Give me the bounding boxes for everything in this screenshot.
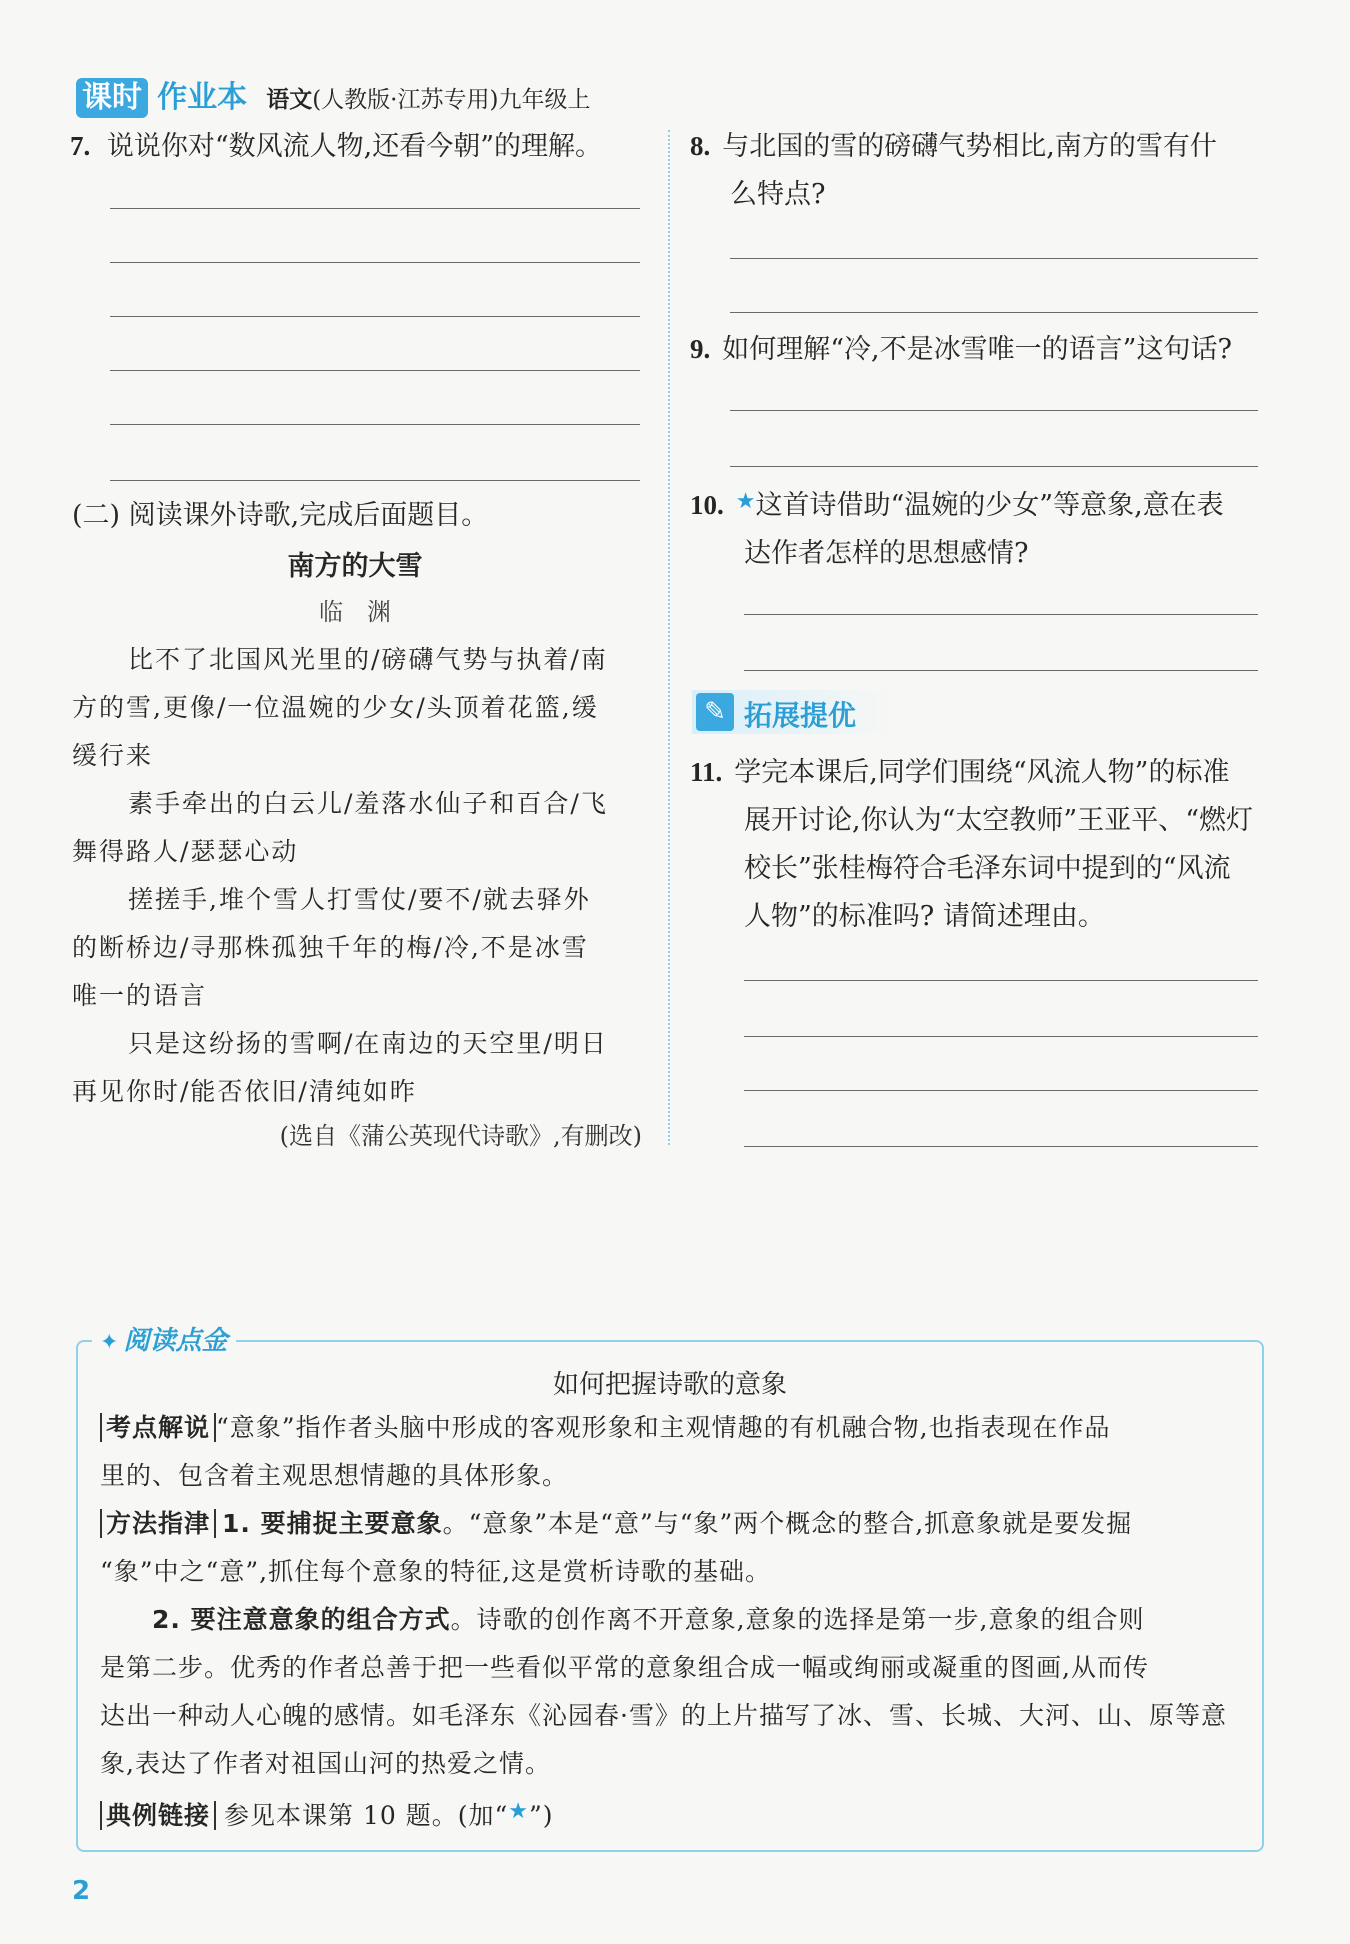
answer-line[interactable] <box>110 208 640 209</box>
tips-text: 参见本课第 10 题。(加“ <box>224 1801 509 1830</box>
tips-text: “象”中之“意”,抓住每个意象的特征,这是赏析诗歌的基础。 <box>100 1557 772 1586</box>
question-text-cont: 么特点? <box>730 179 826 210</box>
tag-exam-point: 考点解说 <box>100 1413 216 1442</box>
tag-example-link: 典例链接 <box>100 1801 216 1830</box>
poem-source: (选自《蒲公英现代诗歌》,有删改) <box>279 1122 642 1150</box>
question-number: 10. <box>690 490 724 520</box>
tips-text: ”) <box>529 1801 554 1830</box>
answer-line[interactable] <box>730 466 1258 467</box>
grade: 九年级上 <box>498 87 591 113</box>
answer-line[interactable] <box>730 312 1258 313</box>
star-icon: ★ <box>508 1799 529 1824</box>
poem-line: 的断桥边/寻那株孤独千年的梅/冷,不是冰雪 <box>72 933 589 962</box>
answer-line[interactable] <box>744 1090 1258 1091</box>
brand-name: 作业本 <box>157 80 248 115</box>
question-text: 这首诗借助“温婉的少女”等意象,意在表 <box>755 490 1224 521</box>
answer-line[interactable] <box>110 424 640 425</box>
answer-line[interactable] <box>744 1036 1258 1037</box>
question-text: 与北国的雪的磅礴气势相比,南方的雪有什 <box>722 131 1217 162</box>
subject: 语文 <box>266 87 313 113</box>
question-number: 7. <box>70 131 91 161</box>
question-text-cont: 人物”的标准吗? 请简述理由。 <box>744 901 1105 932</box>
column-divider <box>668 130 670 1145</box>
sparkle-icon: ✦ <box>100 1330 119 1355</box>
pencil-icon: ✎ <box>696 693 734 731</box>
answer-line[interactable] <box>110 316 640 317</box>
question-text-cont: 达作者怎样的思想感情? <box>744 538 1029 569</box>
tips-label-text: 阅读点金 <box>123 1326 228 1356</box>
tips-text: 是第二步。优秀的作者总善于把一些看似平常的意象组合成一幅或绚丽或凝重的图画,从而传 <box>100 1653 1149 1682</box>
answer-line[interactable] <box>110 370 640 371</box>
poem-line: 搓搓手,堆个雪人打雪仗/要不/就去驿外 <box>128 885 591 914</box>
question-8 <box>690 122 1270 219</box>
question-7 <box>70 122 602 171</box>
tips-text: 。“意象”本是“意”与“象”两个概念的整合,抓意象就是要发掘 <box>442 1509 1133 1538</box>
poem-line: 只是这纷扬的雪啊/在南边的天空里/明日 <box>128 1029 608 1058</box>
section-heading: (二) 阅读课外诗歌,完成后面题目。 <box>72 500 489 531</box>
answer-line[interactable] <box>730 410 1258 411</box>
tips-text: 里的、包含着主观思想情趣的具体形象。 <box>100 1461 569 1490</box>
header <box>76 72 590 116</box>
tips-text: 达出一种动人心魄的感情。如毛泽东《沁园春·雪》的上片描写了冰、雪、长城、大河、山、原等意 <box>100 1701 1227 1730</box>
poem-body <box>72 636 644 1116</box>
question-number: 11. <box>690 757 723 787</box>
poem-line: 再见你时/能否依旧/清纯如昨 <box>72 1077 417 1106</box>
answer-line[interactable] <box>110 480 640 481</box>
extension-section-banner <box>692 690 892 734</box>
tips-body <box>100 1404 1250 1840</box>
poem-line: 比不了北国风光里的/磅礴气势与执着/南 <box>128 645 608 674</box>
star-icon: ★ <box>735 489 756 514</box>
poem-title: 南方的大雪 <box>287 551 423 582</box>
poem-line: 舞得路人/瑟瑟心动 <box>72 837 299 866</box>
tips-label <box>92 1320 236 1357</box>
answer-line[interactable] <box>744 980 1258 981</box>
question-11 <box>690 748 1270 941</box>
question-number: 8. <box>690 131 711 161</box>
tips-text: 。诗歌的创作离不开意象,意象的选择是第一步,意象的组合则 <box>450 1605 1145 1634</box>
question-10 <box>690 478 1270 578</box>
method-1-heading: 1. 要捕捉主要意象 <box>222 1509 443 1538</box>
edition: (人教版·江苏专用) <box>312 87 499 113</box>
question-text: 如何理解“冷,不是冰雪唯一的语言”这句话? <box>722 334 1232 365</box>
poem-line: 唯一的语言 <box>72 981 208 1010</box>
section-title: 拓展提优 <box>744 699 857 732</box>
answer-line[interactable] <box>110 262 640 263</box>
answer-line[interactable] <box>744 1146 1258 1147</box>
question-text-cont: 校长”张桂梅符合毛泽东词中提到的“风流 <box>744 853 1231 884</box>
question-text: 学完本课后,同学们围绕“风流人物”的标准 <box>734 757 1230 788</box>
page-number: 2 <box>72 1876 91 1906</box>
logo-mark: 课时 <box>76 78 148 118</box>
answer-line[interactable] <box>730 258 1258 259</box>
tag-method: 方法指津 <box>100 1509 216 1538</box>
method-2-heading: 2. 要注意意象的组合方式 <box>152 1605 451 1634</box>
answer-line[interactable] <box>744 614 1258 615</box>
tips-text: “意象”指作者头脑中形成的客观形象和主观情趣的有机融合物,也指表现在作品 <box>216 1413 1111 1442</box>
poem-author: 临 渊 <box>319 598 391 626</box>
tips-title: 如何把握诗歌的意象 <box>552 1370 787 1400</box>
question-number: 9. <box>690 334 711 364</box>
question-text: 说说你对“数风流人物,还看今朝”的理解。 <box>106 131 603 162</box>
tips-text: 象,表达了作者对祖国山河的热爱之情。 <box>100 1749 551 1778</box>
poem-line: 素手牵出的白云儿/羞落水仙子和百合/飞 <box>128 789 608 818</box>
answer-line[interactable] <box>744 670 1258 671</box>
question-9 <box>690 325 1232 374</box>
poem-line: 方的雪,更像/一位温婉的少女/头顶着花篮,缓 <box>72 693 599 722</box>
poem-line: 缓行来 <box>72 741 154 770</box>
question-text-cont: 展开讨论,你认为“太空教师”王亚平、“燃灯 <box>744 805 1253 836</box>
